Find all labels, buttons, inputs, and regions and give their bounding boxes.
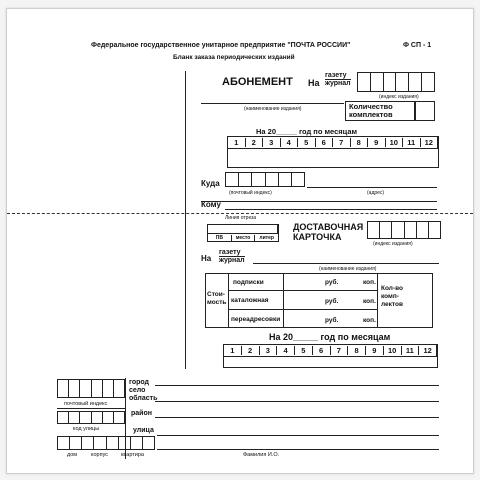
count-label-box: Количество комплектов bbox=[345, 101, 415, 121]
month-cell: 12 bbox=[424, 138, 433, 147]
input-cell[interactable] bbox=[422, 73, 434, 91]
input-cell[interactable] bbox=[429, 222, 440, 238]
input-cell[interactable] bbox=[392, 222, 404, 238]
left-margin-line bbox=[185, 71, 186, 369]
input-cell[interactable] bbox=[82, 437, 94, 449]
delivery-months-grid[interactable] bbox=[223, 344, 438, 368]
input-cell[interactable] bbox=[69, 412, 80, 423]
input-cell[interactable] bbox=[417, 222, 429, 238]
month-cell: 1 bbox=[228, 138, 246, 147]
subscription-months-grid[interactable] bbox=[227, 136, 439, 168]
city-line[interactable] bbox=[155, 385, 439, 386]
input-cell[interactable] bbox=[92, 380, 103, 397]
address-line[interactable] bbox=[307, 187, 437, 188]
month-cell: 3 bbox=[263, 138, 281, 147]
city-label: город село область bbox=[129, 379, 158, 402]
delivery-months-row bbox=[224, 345, 437, 357]
input-cell[interactable] bbox=[92, 412, 103, 423]
street-line[interactable] bbox=[157, 435, 439, 436]
input-cell bbox=[208, 225, 278, 234]
input-cell[interactable] bbox=[409, 73, 422, 91]
month-cell: 11 bbox=[403, 138, 421, 147]
cut-line bbox=[7, 213, 473, 214]
subscription-index-cells[interactable] bbox=[357, 72, 435, 92]
fio-caption: Фамилия И.О. bbox=[243, 452, 280, 458]
street-code-cells[interactable] bbox=[57, 411, 125, 424]
month-cell: 2 bbox=[246, 138, 264, 147]
cut-line-caption: Линия отреза bbox=[225, 215, 257, 221]
input-cell[interactable] bbox=[80, 412, 91, 423]
index-caption: (индекс издания) bbox=[379, 94, 419, 100]
input-cell[interactable] bbox=[368, 222, 380, 238]
month-cell: 10 bbox=[386, 138, 404, 147]
input-cell[interactable] bbox=[405, 222, 417, 238]
month-cell: 1 bbox=[224, 346, 242, 355]
postal-index-cells[interactable] bbox=[225, 172, 305, 187]
house-cells[interactable] bbox=[57, 436, 155, 450]
input-cell[interactable] bbox=[292, 173, 304, 186]
input-cell[interactable] bbox=[69, 380, 80, 397]
month-cell: 9 bbox=[366, 346, 384, 355]
address-index-caption: почтовый индекс bbox=[64, 401, 108, 407]
input-cell[interactable] bbox=[58, 380, 69, 397]
month-cell: 4 bbox=[281, 138, 299, 147]
input-cell[interactable] bbox=[226, 173, 239, 186]
fio-line[interactable] bbox=[157, 449, 439, 450]
kvartira-caption: квартира bbox=[121, 452, 144, 458]
input-cell[interactable] bbox=[107, 437, 119, 449]
input-cell[interactable] bbox=[239, 173, 252, 186]
input-cell[interactable] bbox=[396, 73, 409, 91]
rayon-label: район bbox=[131, 410, 152, 417]
address-line-2[interactable] bbox=[201, 201, 437, 202]
cost-row-readdress: переадресовки bbox=[231, 316, 281, 323]
input-cell[interactable] bbox=[358, 73, 371, 91]
input-cell[interactable] bbox=[119, 437, 131, 449]
month-cell: 6 bbox=[313, 346, 331, 355]
pv-box[interactable] bbox=[207, 224, 279, 242]
delivery-name-line[interactable] bbox=[253, 263, 439, 264]
input-cell[interactable] bbox=[103, 412, 114, 423]
input-cell[interactable] bbox=[80, 380, 91, 397]
month-cell: 12 bbox=[423, 346, 432, 355]
input-cell[interactable] bbox=[103, 380, 114, 397]
delivery-months-input[interactable] bbox=[224, 357, 437, 367]
month-cell: 11 bbox=[402, 346, 420, 355]
ulitsa-label: улица bbox=[133, 427, 154, 434]
address-caption: (адрес) bbox=[367, 190, 385, 196]
delivery-name-caption: (наименование издания) bbox=[319, 266, 377, 272]
month-cell: 7 bbox=[331, 346, 349, 355]
form-code: Ф СП - 1 bbox=[403, 42, 432, 49]
month-cell: 9 bbox=[368, 138, 386, 147]
month-cell: 8 bbox=[348, 346, 366, 355]
input-cell[interactable] bbox=[58, 437, 70, 449]
month-cell: 10 bbox=[384, 346, 402, 355]
input-cell[interactable] bbox=[384, 73, 397, 91]
months-row bbox=[228, 137, 438, 149]
input-cell[interactable] bbox=[279, 173, 292, 186]
delivery-year-label: На 20_____ год по месяцам bbox=[269, 332, 391, 342]
input-cell[interactable] bbox=[114, 412, 124, 423]
input-cell[interactable] bbox=[252, 173, 265, 186]
months-input-row[interactable] bbox=[228, 149, 438, 167]
kit-count-label: Кол-во комп- лектов bbox=[381, 285, 403, 308]
rayon-line[interactable] bbox=[155, 417, 439, 418]
kuda-label: Куда bbox=[201, 179, 220, 188]
input-cell[interactable] bbox=[114, 380, 124, 397]
komu-label: Кому bbox=[201, 200, 221, 209]
subscription-form-sheet: Федеральное государственное унитарное предприятие "ПОЧТА РОССИИ" Ф СП - 1 Бланк заказа периодических изданий АБОНЕМЕНТ На газету журнал (индекс издания) (наименование издания) Количество комплектов На 20_____ год по месяцам 1 2 3 4 5 6 7 8 9 10 11 12 Куда (почтовый индекс) (адрес) Кому Линия отреза ПВ место литер ДОСТАВОЧНАЯ КАРТОЧКА (индекс издания) На газету журнал (наименование издания) Стои- мость подписки каталожная переадресовки руб. коп. руб. коп. руб. коп. Кол-во комп- лектов На 20_____ год по месяцам 1 2 3 4 5 6 7 8 9 10 11 12 почтовый индекс город село область код улицы район улица дом корпус квартира Фамилия И.О. bbox=[6, 8, 474, 474]
month-cell: 4 bbox=[277, 346, 295, 355]
org-name: Федеральное государственное унитарное предприятие "ПОЧТА РОССИИ" bbox=[91, 42, 351, 49]
month-cell: 8 bbox=[351, 138, 369, 147]
name-caption: (наименование издания) bbox=[244, 106, 302, 112]
input-cell[interactable] bbox=[58, 412, 69, 423]
name-line[interactable] bbox=[201, 103, 344, 104]
month-cell: 3 bbox=[260, 346, 278, 355]
month-cell: 6 bbox=[316, 138, 334, 147]
month-cell: 5 bbox=[298, 138, 316, 147]
subscription-title: АБОНЕМЕНТ bbox=[222, 76, 293, 88]
month-cell: 5 bbox=[295, 346, 313, 355]
input-cell[interactable] bbox=[70, 437, 82, 449]
delivery-on-label: На bbox=[201, 254, 212, 263]
korpus-caption: корпус bbox=[91, 452, 109, 458]
month-cell: 7 bbox=[333, 138, 351, 147]
delivery-index-caption: (индекс издания) bbox=[373, 241, 413, 247]
input-cell[interactable] bbox=[94, 437, 106, 449]
cost-row-catalog: каталожная bbox=[231, 297, 269, 304]
input-cell[interactable] bbox=[266, 173, 279, 186]
count-input-box[interactable] bbox=[415, 101, 435, 121]
address-index-cells[interactable] bbox=[57, 379, 125, 398]
region-line[interactable] bbox=[155, 401, 439, 402]
komu-line[interactable] bbox=[225, 209, 437, 210]
input-cell[interactable] bbox=[143, 437, 154, 449]
cost-row-subscription: подписки bbox=[233, 279, 264, 286]
postal-index-caption: (почтовый индекс) bbox=[229, 190, 272, 196]
cost-label: Стои- мость bbox=[207, 291, 227, 306]
dom-caption: дом bbox=[67, 452, 78, 458]
input-cell[interactable] bbox=[380, 222, 392, 238]
delivery-index-cells[interactable] bbox=[367, 221, 441, 239]
year-label: На 20_____ год по месяцам bbox=[256, 127, 358, 136]
input-cell: ПВ место литер bbox=[208, 234, 278, 241]
month-cell: 2 bbox=[242, 346, 260, 355]
form-subtitle: Бланк заказа периодических изданий bbox=[173, 54, 295, 61]
input-cell[interactable] bbox=[131, 437, 143, 449]
on-label: На bbox=[308, 78, 320, 88]
gazeta-zhurnal-label: газету журнал bbox=[325, 72, 351, 87]
delivery-title: ДОСТАВОЧНАЯ КАРТОЧКА bbox=[293, 222, 364, 242]
input-cell[interactable] bbox=[371, 73, 384, 91]
delivery-gazeta-zhurnal: газету журнал bbox=[219, 249, 245, 264]
street-code-caption: код улицы bbox=[73, 426, 100, 432]
